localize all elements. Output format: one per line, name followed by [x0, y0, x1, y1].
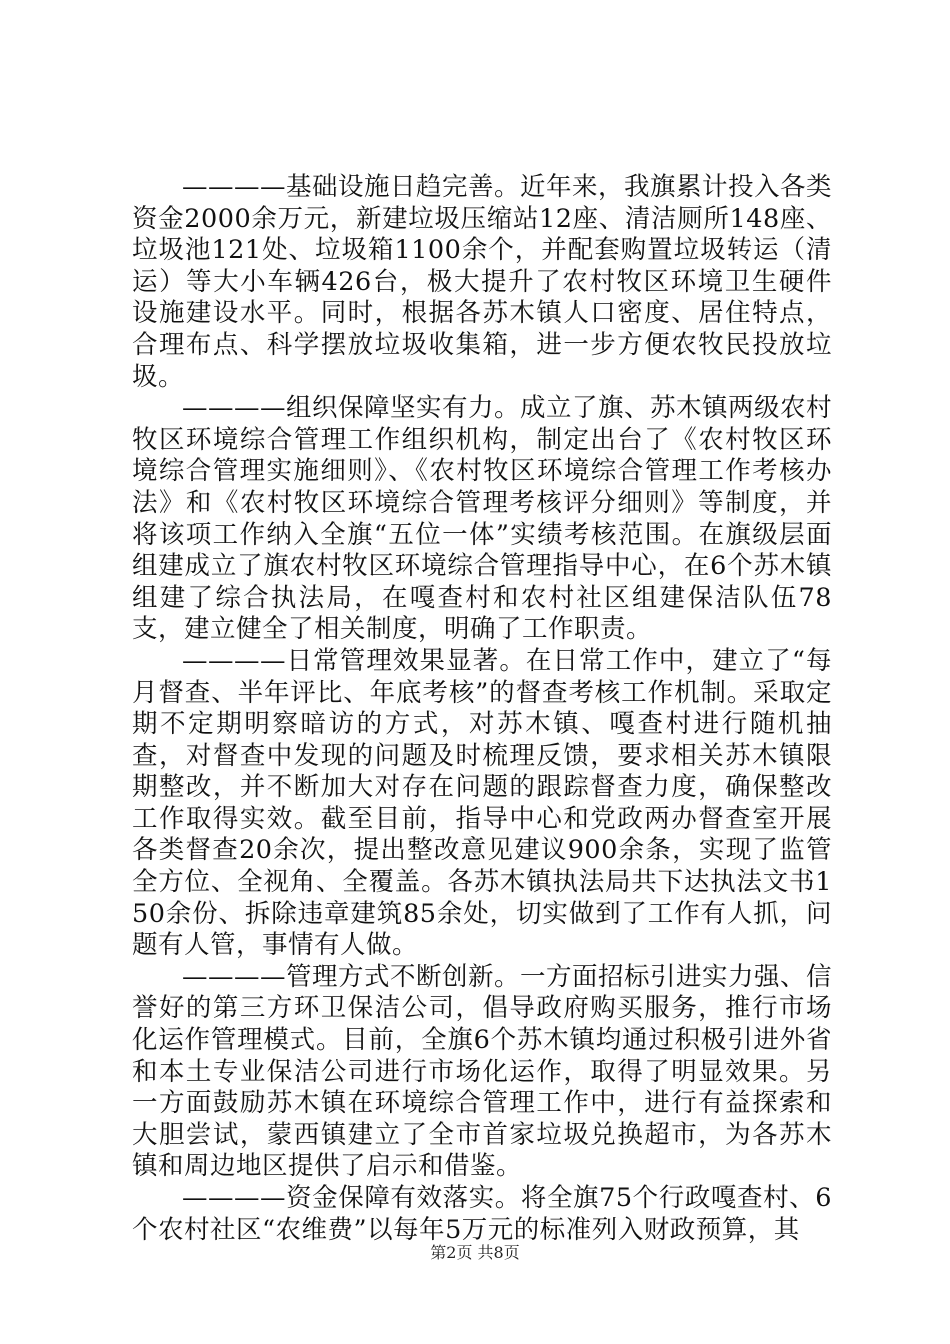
paragraph-infrastructure: ————基础设施日趋完善。近年来，我旗累计投入各类资金2000余万元，新建垃圾压缩站12座、清洁厕所148座、垃圾池121处、垃圾箱1100余个，并配套购置垃圾转运（清运）等大小车辆426台，极大提升了农村牧区环境卫生硬件设施建设水平。同时，根据各苏木镇人口密度、居住特点，合理布点、科学摆放垃圾收集箱，进一步方便农牧民投放垃圾。: [132, 172, 833, 392]
paragraph-management-innovation: ————管理方式不断创新。一方面招标引进实力强、信誉好的第三方环卫保洁公司，倡导政府购买服务，推行市场化运作管理模式。目前，全旗6个苏木镇均通过积极引进外省和本土专业保洁公司进行市场化运作，取得了明显效果。另一方面鼓励苏木镇在环境综合管理工作中，进行有益探索和大胆尝试，蒙西镇建立了全市首家垃圾兑换超市，为各苏木镇和周边地区提供了启示和借鉴。: [132, 961, 833, 1182]
paragraph-daily-management: ————日常管理效果显著。在日常工作中，建立了“每月督查、半年评比、年底考核”的督查考核工作机制。采取定期不定期明察暗访的方式，对苏木镇、嘎查村进行随机抽查，对督查中发现的问题及时梳理反馈，要求相关苏木镇限期整改，并不断加大对存在问题的跟踪督查力度，确保整改工作取得实效。截至目前，指导中心和党政两办督查室开展各类督查20余次，提出整改意见建议900余条，实现了监管全方位、全视角、全覆盖。各苏木镇执法局共下达执法文书150余份、拆除违章建筑85余处，切实做到了工作有人抓，问题有人管，事情有人做。: [132, 645, 832, 961]
page-footer: [0, 1240, 950, 1263]
paragraph-funding: ————资金保障有效落实。将全旗75个行政嘎查村、6个农村社区“农维费”以每年5万元的标准列入财政预算，其: [132, 1183, 832, 1245]
document-body: [132, 172, 832, 1246]
page-number-label: 第2页 共8页: [430, 1243, 520, 1262]
paragraph-organization: ————组织保障坚实有力。成立了旗、苏木镇两级农村牧区环境综合管理工作组织机构，制定出台了《农村牧区环境综合管理实施细则》、《农村牧区环境综合管理工作考核办法》和《农村牧区环境综合管理考核评分细则》等制度，并将该项工作纳入全旗“五位一体”实绩考核范围。在旗级层面组建成立了旗农村牧区环境综合管理指导中心，在6个苏木镇组建了综合执法局，在嘎查村和农村社区组建保洁队伍78支，建立健全了相关制度，明确了工作职责。: [132, 393, 833, 645]
